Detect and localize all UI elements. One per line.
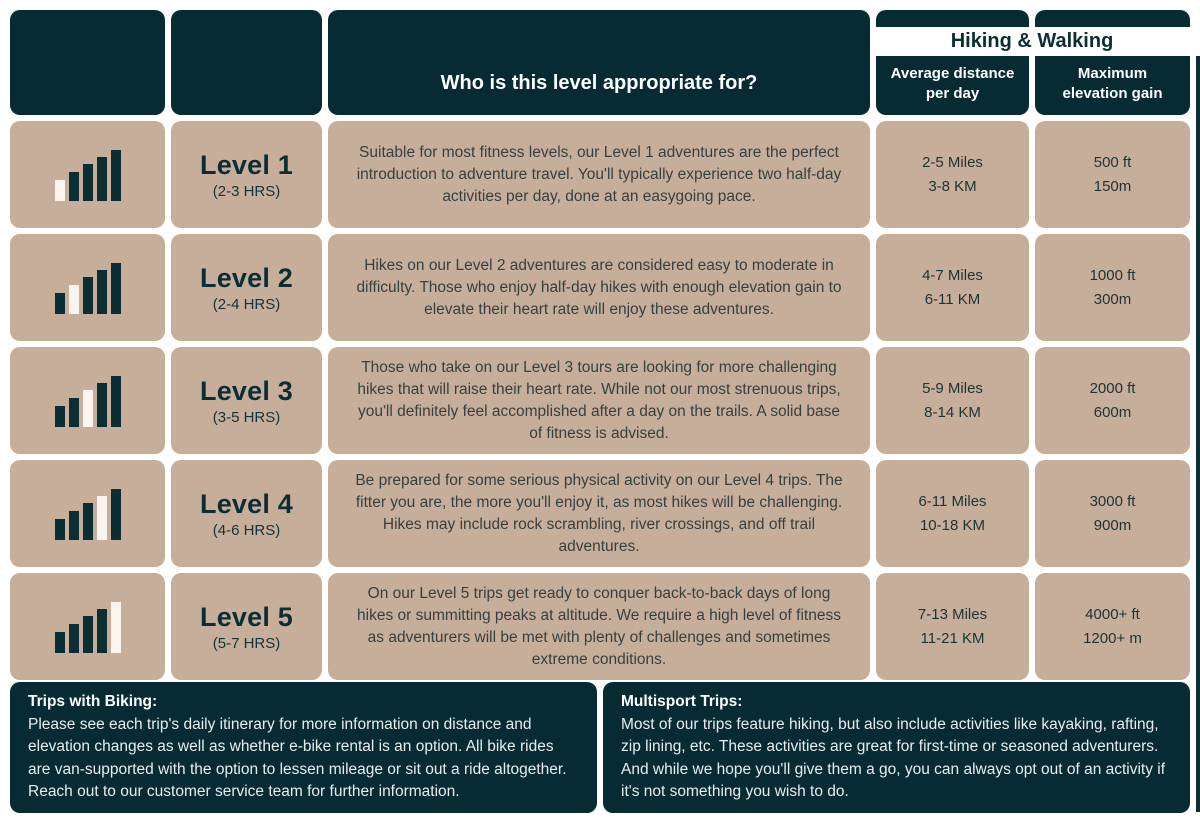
bar-3	[83, 616, 93, 653]
bar-1	[55, 293, 65, 314]
distance-km: 3-8 KM	[928, 177, 977, 195]
level-description: Be prepared for some serious physical activity on our Level 4 trips. The fitter you are, the more you'll enjoy it, as most hikes will be challenging. Hikes may include rock scrambling, river crossings, and off trail adventures.	[355, 471, 843, 555]
level-description-cell	[328, 573, 870, 680]
bar-4	[97, 383, 107, 427]
bar-3	[83, 164, 93, 201]
distance-label-line2: per day	[925, 84, 980, 102]
level-distance-cell	[876, 347, 1029, 454]
level-name: Level 2	[200, 262, 293, 293]
level-hours: (2-3 HRS)	[212, 182, 281, 200]
elevation-ft: 500 ft	[1093, 154, 1132, 172]
distance-miles: 4-7 Miles	[922, 267, 983, 285]
bar-2	[69, 624, 79, 653]
bar-2	[69, 398, 79, 427]
level-icon-cell	[10, 234, 165, 341]
distance-miles: 7-13 Miles	[917, 606, 988, 624]
distance-km: 8-14 KM	[924, 403, 981, 421]
biking-note-title: Trips with Biking:	[28, 693, 158, 710]
level-distance-cell	[876, 121, 1029, 228]
level-name-cell	[171, 234, 322, 341]
elevation-m: 900m	[1093, 516, 1132, 534]
bar-5	[111, 602, 121, 653]
biking-note-body: Please see each trip's daily itinerary for more information on distance and elevation changes as well as whether e-bike rental is an option. All bike rides are van-supported with the option to lessen mileage or sit out a ride altogether. Reach out to our customer service team for further information.	[28, 716, 567, 801]
bar-5	[111, 263, 121, 314]
level-hours: (4-6 HRS)	[212, 521, 281, 539]
header-distance-cell	[876, 10, 1029, 115]
level-distance-cell	[876, 234, 1029, 341]
level-icon-cell	[10, 573, 165, 680]
level-name: Level 4	[200, 488, 293, 519]
level-description-cell	[328, 234, 870, 341]
page-right-edge-border	[1196, 30, 1200, 812]
level-name-cell	[171, 347, 322, 454]
level-description: Those who take on our Level 3 tours are looking for more challenging hikes that will raise their heart rate. While not our most strenuous trips, you'll definitely feel accomplished after a day on the trails. A solid base of fitness is advised.	[357, 358, 841, 442]
distance-label-line1: Average distance	[890, 64, 1015, 82]
elevation-m: 1200+ m	[1083, 629, 1142, 647]
level-hours: (2-4 HRS)	[212, 295, 281, 313]
level-hours: (5-7 HRS)	[212, 634, 281, 652]
footer-notes	[10, 682, 1190, 813]
distance-miles: 2-5 Miles	[922, 154, 983, 172]
difficulty-bars-icon	[55, 262, 121, 314]
level-distance-cell	[876, 573, 1029, 680]
bar-1	[55, 406, 65, 427]
level-elevation-cell	[1035, 460, 1190, 567]
elevation-m: 300m	[1093, 290, 1132, 308]
difficulty-bars-icon	[55, 488, 121, 540]
level-name-cell	[171, 460, 322, 567]
difficulty-bars-icon	[55, 601, 121, 653]
level-elevation-cell	[1035, 347, 1190, 454]
levels-table	[10, 10, 1190, 680]
level-elevation-cell	[1035, 234, 1190, 341]
multisport-note-body: Most of our trips feature hiking, but also include activities like kayaking, rafting, zip lining, etc. These activities are great for first-time or seasoned adventurers. And while we hope you'll give them a go, you can always opt out of an activity if it's not something you wish to do.	[621, 716, 1166, 801]
elevation-m: 600m	[1093, 403, 1132, 421]
bar-1	[55, 519, 65, 540]
elevation-ft: 3000 ft	[1089, 493, 1136, 511]
bar-5	[111, 150, 121, 201]
level-description: On our Level 5 trips get ready to conquer back-to-back days of long hikes or summitting peaks at altitude. We require a high level of fitness as adventurers will be met with plenty of challenges and sometimes extreme conditions.	[357, 584, 841, 668]
distance-km: 11-21 KM	[920, 629, 985, 647]
elevation-label-line1: Maximum	[1077, 64, 1148, 82]
bar-1	[55, 180, 65, 201]
elevation-ft: 1000 ft	[1089, 267, 1136, 285]
level-distance-cell	[876, 460, 1029, 567]
bar-5	[111, 489, 121, 540]
bar-2	[69, 511, 79, 540]
level-elevation-cell	[1035, 573, 1190, 680]
bar-5	[111, 376, 121, 427]
bar-4	[97, 609, 107, 653]
header-icon-column-cell	[10, 10, 165, 115]
group-header-label: Hiking & Walking	[950, 30, 1114, 52]
bar-2	[69, 285, 79, 314]
level-name: Level 1	[200, 149, 293, 180]
level-icon-cell	[10, 460, 165, 567]
level-hours: (3-5 HRS)	[212, 408, 281, 426]
elevation-ft: 2000 ft	[1089, 380, 1136, 398]
distance-km: 6-11 KM	[924, 290, 981, 308]
bar-4	[97, 157, 107, 201]
bar-3	[83, 503, 93, 540]
bar-4	[97, 496, 107, 540]
header-elevation-cell	[1035, 10, 1190, 115]
level-name: Level 5	[200, 601, 293, 632]
header-level-column-cell	[171, 10, 322, 115]
difficulty-bars-icon	[55, 149, 121, 201]
header-who-cell	[328, 10, 870, 115]
who-label: Who is this level appropriate for?	[440, 72, 758, 94]
level-description-cell	[328, 347, 870, 454]
biking-note-box	[10, 682, 597, 813]
level-description: Suitable for most fitness levels, our Level 1 adventures are the perfect introduction to adventure travel. You'll typically experience two half-day activities per day, done at an easygoing pace.	[356, 143, 842, 205]
bar-3	[83, 277, 93, 314]
bar-3	[83, 390, 93, 427]
bar-2	[69, 172, 79, 201]
difficulty-bars-icon	[55, 375, 121, 427]
level-icon-cell	[10, 121, 165, 228]
elevation-ft: 4000+ ft	[1085, 606, 1140, 624]
level-description-cell	[328, 460, 870, 567]
level-description-cell	[328, 121, 870, 228]
level-elevation-cell	[1035, 121, 1190, 228]
level-name: Level 3	[200, 375, 293, 406]
hiking-walking-group-header	[876, 27, 1200, 56]
level-name-cell	[171, 121, 322, 228]
distance-km: 10-18 KM	[919, 516, 986, 534]
distance-miles: 6-11 Miles	[918, 493, 987, 511]
level-description: Hikes on our Level 2 adventures are considered easy to moderate in difficulty. Those who enjoy half-day hikes with enough elevation gain to elevate their heart rate will enjoy these adventures.	[356, 256, 842, 318]
multisport-note-title: Multisport Trips:	[621, 693, 743, 710]
level-name-cell	[171, 573, 322, 680]
level-icon-cell	[10, 347, 165, 454]
elevation-label-line2: elevation gain	[1062, 84, 1163, 102]
elevation-m: 150m	[1093, 177, 1132, 195]
bar-1	[55, 632, 65, 653]
distance-miles: 5-9 Miles	[922, 380, 983, 398]
multisport-note-box	[603, 682, 1190, 813]
bar-4	[97, 270, 107, 314]
